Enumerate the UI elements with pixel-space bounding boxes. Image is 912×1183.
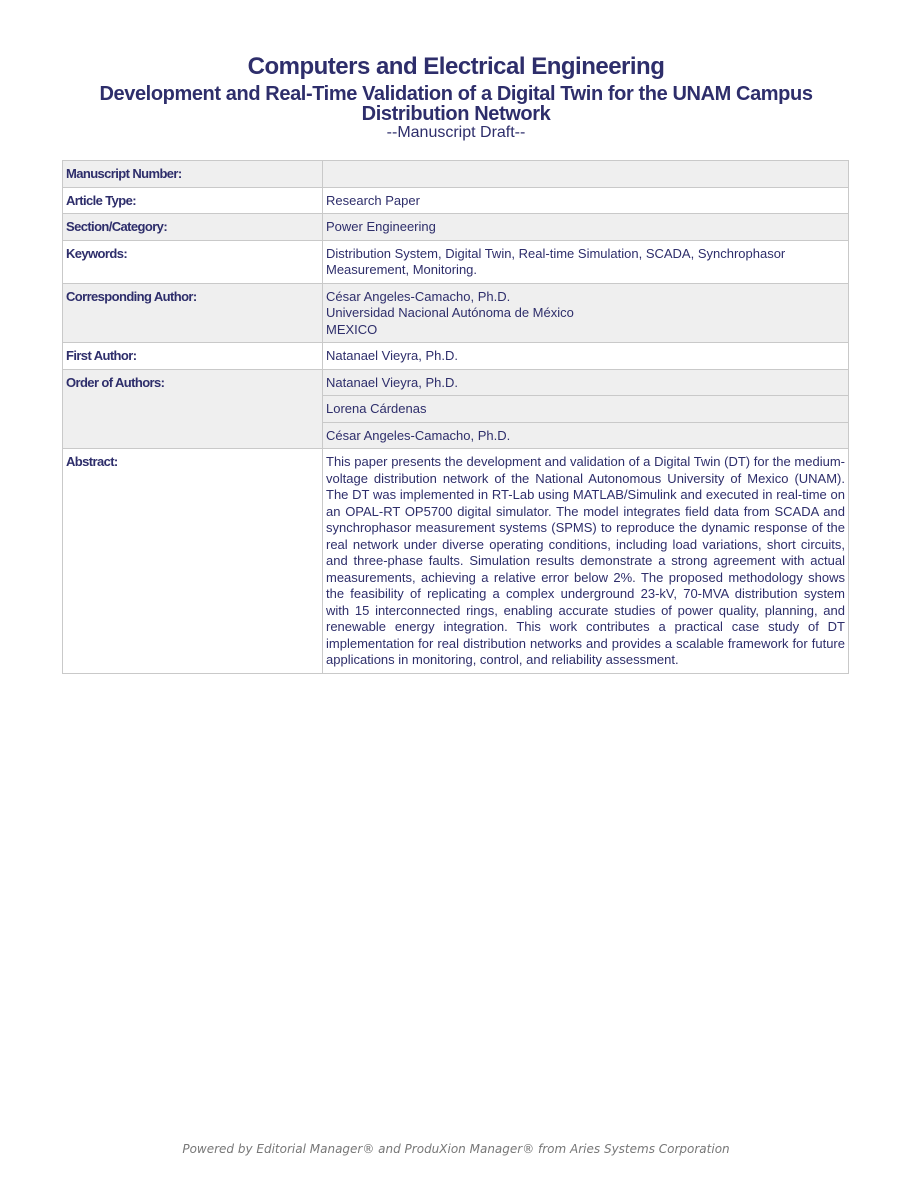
corresponding-author-label: Corresponding Author: [63,283,323,343]
table-row-order-of-authors [63,369,849,396]
table-row-article-type [63,187,849,214]
corresponding-author-institution: Universidad Nacional Autónoma de México [326,305,574,320]
table-row-abstract [63,449,849,674]
corresponding-author-value [323,283,849,343]
first-author-value: Natanael Vieyra, Ph.D. [323,343,849,370]
draft-label: --Manuscript Draft-- [386,124,526,141]
manuscript-number-value [323,161,849,188]
manuscript-title: Development and Real-Time Validation of a Digital Twin for the UNAM Campus Distribution Network [99,83,813,125]
corresponding-author-country: MEXICO [326,321,378,337]
author-entry: Lorena Cárdenas [323,396,849,423]
article-type-label: Article Type: [63,187,323,214]
author-entry: César Angeles-Camacho, Ph.D. [323,422,849,449]
journal-title: Computers and Electrical Engineering [247,53,665,80]
corresponding-author-name: César Angeles-Camacho, Ph.D. [326,288,511,304]
keywords-value: Distribution System, Digital Twin, Real-time Simulation, SCADA, Synchrophasor Measurement, Monitoring. [323,240,849,283]
table-row-first-author [63,343,849,370]
abstract-label: Abstract: [63,449,323,674]
first-author-label: First Author: [63,343,323,370]
table-row-corresponding-author [63,283,849,343]
keywords-label: Keywords: [63,240,323,283]
table-row-manuscript-number [63,161,849,188]
author-entry: Natanael Vieyra, Ph.D. [323,369,849,396]
table-row-keywords [63,240,849,283]
article-type-value: Research Paper [323,187,849,214]
document-header [0,52,912,142]
table-row-section [63,214,849,241]
manuscript-info-table [62,160,849,674]
section-value: Power Engineering [323,214,849,241]
manuscript-number-label: Manuscript Number: [63,161,323,188]
footer-credit: Powered by Editorial Manager® and ProduXion Manager® from Aries Systems Corporation [182,1142,730,1156]
section-label: Section/Category: [63,214,323,241]
abstract-text: This paper presents the development and validation of a Digital Twin (DT) for the medium-voltage distribution network of the National Autonomous University of Mexico (UNAM). The DT was implemented in RT-Lab using MATLAB/Simulink and executed in real-time on an OPAL-RT OP5700 digital simulator. The model integrates field data from SCADA and synchrophasor measurement systems (SPMS) to reproduce the dynamic response of the real network under diverse operating conditions, including load variations, short circuits, and three-phase faults. Simulation results demonstrate a strong agreement with actual measurements, achieving a relative error below 2%. The proposed methodology shows the feasibility of replicating a complex underground 23-kV, 70-MVA distribution system with 15 interconnected rings, enabling accurate studies of power quality, planning, and renewable energy integration. This work contributes a practical case study of DT implementation for real distribution networks and provides a scalable framework for future applications in monitoring, control, and reliability assessment. [323,449,849,674]
order-of-authors-label: Order of Authors: [63,369,323,449]
